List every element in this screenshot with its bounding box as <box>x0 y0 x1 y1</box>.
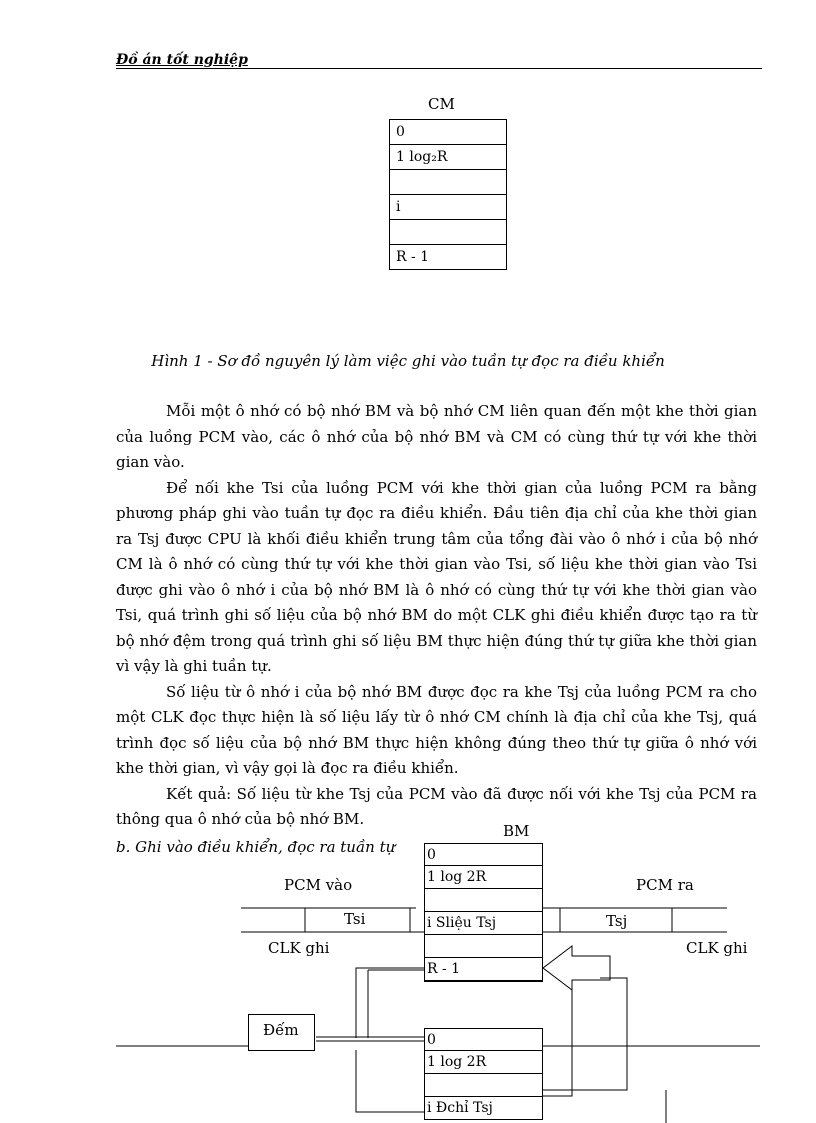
counter-box: Đếm <box>248 1014 315 1051</box>
tsi-label: Tsi <box>344 910 366 928</box>
page-header: Đồ án tốt nghiệp <box>116 52 248 68</box>
cm-box <box>424 1028 543 1120</box>
cm-box-row: 0 <box>425 1029 542 1051</box>
bm-row: i Sliệu Tsj <box>425 912 542 935</box>
paragraph: Để nối khe Tsi của luồng PCM với khe thời gian của luồng PCM ra bằng phương pháp ghi vào tuần tự đọc ra điều khiển. Đầu tiên địa chỉ của khe thời gian ra Tsj được CPU là khối điều khiển trung tâm của tổng đài vào ô nhớ i của bộ nhớ CM là ô nhớ có cùng thứ tự với khe thời gian vào Tsi, số liệu khe thời gian vào Tsi được ghi vào ô nhớ i của bộ nhớ BM là ô nhớ có cùng thứ tự với khe thời gian vào Tsi, quá trình ghi số liệu của bộ nhớ BM do một CLK ghi điều khiển được tạo ra từ bộ nhớ đệm trong quá trình ghi số liệu BM thực hiện đúng thứ tự giữa khe thời gian vì vậy là ghi tuần tự. <box>116 478 757 675</box>
bm-row <box>425 889 542 912</box>
bm-title: BM <box>503 822 530 840</box>
bm-row: R - 1 <box>425 958 542 981</box>
pcm-in-label: PCM vào <box>284 876 353 894</box>
clk-left-label: CLK ghi <box>268 939 330 957</box>
cm-title: CM <box>428 95 455 113</box>
figure-caption: Hình 1 - Sơ đồ nguyên lý làm việc ghi vào tuần tự đọc ra điều khiển <box>151 352 665 370</box>
cm-box-row: 1 log 2R <box>425 1051 542 1074</box>
paragraph: Mỗi một ô nhớ có bộ nhớ BM và bộ nhớ CM liên quan đến một khe thời gian của luồng PCM vào, các ô nhớ của bộ nhớ BM và CM có cùng thứ tự với khe thời gian vào. <box>116 402 757 471</box>
cm-row: R - 1 <box>390 245 506 270</box>
paragraph: Số liệu từ ô nhớ i của bộ nhớ BM được đọc ra khe Tsj của luồng PCM ra cho một CLK đọc thực hiện là số liệu lấy từ ô nhớ CM chính là địa chỉ của khe Tsj, quá trình đọc số liệu của bộ nhớ BM thực hiện không đúng theo thứ tự giữa ô nhớ với khe thời gian, vì vậy gọi là đọc ra điều khiển. <box>116 682 757 777</box>
bm-row <box>425 935 542 958</box>
bm-box <box>424 843 543 982</box>
cm-row: 1 log₂R <box>390 145 506 170</box>
bm-row: 1 log 2R <box>425 866 542 889</box>
pcm-out-label: PCM ra <box>636 876 694 894</box>
cm-box-row: i Đchỉ Tsj <box>425 1097 542 1120</box>
paragraph: Kết quả: Số liệu từ khe Tsj của PCM vào đã được nối với khe Tsj của PCM ra thông qua ô nhớ của bộ nhớ BM. <box>116 784 757 828</box>
cm-row: 0 <box>390 120 506 145</box>
subheading: b. Ghi vào điều khiển, đọc ra tuần tự <box>116 838 396 856</box>
cm-row: i <box>390 195 506 220</box>
bm-row: 0 <box>425 844 542 866</box>
tsj-label: Tsj <box>606 912 628 930</box>
cm-box-row <box>425 1074 542 1097</box>
clk-right-label: CLK ghi <box>686 939 748 957</box>
